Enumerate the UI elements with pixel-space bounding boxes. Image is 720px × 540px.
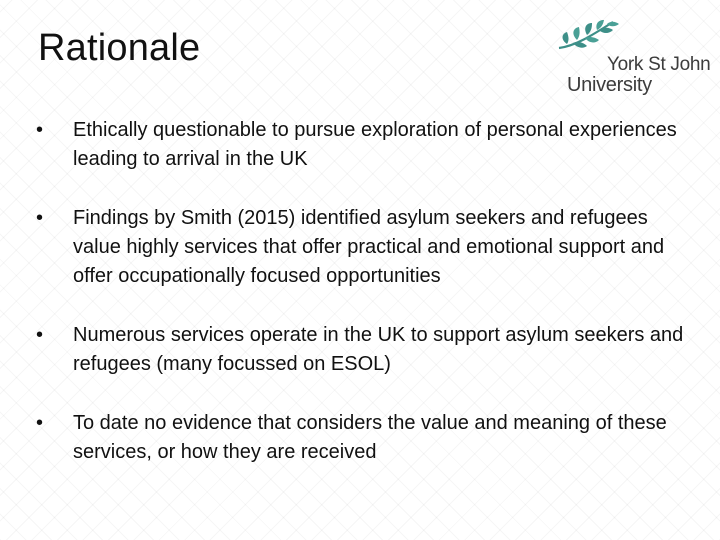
bullet-marker: • — [36, 412, 44, 434]
logo-text-york-st-john: York St John — [607, 54, 711, 75]
bullet-item — [30, 409, 690, 467]
bullet-marker: • — [36, 119, 44, 141]
slide-title: Rationale — [38, 27, 201, 69]
leaf-branch-icon — [555, 18, 625, 58]
bullet-text: To date no evidence that considers the value and meaning of these services, or how they are received — [73, 412, 667, 463]
logo-text-university: University — [567, 74, 652, 96]
bullet-item — [30, 204, 690, 291]
bullet-text: Ethically questionable to pursue exploration of personal experiences leading to arrival in the UK — [73, 119, 677, 170]
bullet-item — [30, 116, 690, 174]
bullet-list — [30, 116, 690, 497]
university-logo — [555, 18, 715, 100]
bullet-text: Numerous services operate in the UK to support asylum seekers and refugees (many focussed on ESOL) — [73, 324, 684, 375]
bullet-text: Findings by Smith (2015) identified asylum seekers and refugees value highly services that offer practical and emotional support and offer occupationally focused opportunities — [73, 207, 665, 287]
bullet-marker: • — [36, 324, 44, 346]
bullet-item — [30, 321, 690, 379]
bullet-marker: • — [36, 207, 44, 229]
